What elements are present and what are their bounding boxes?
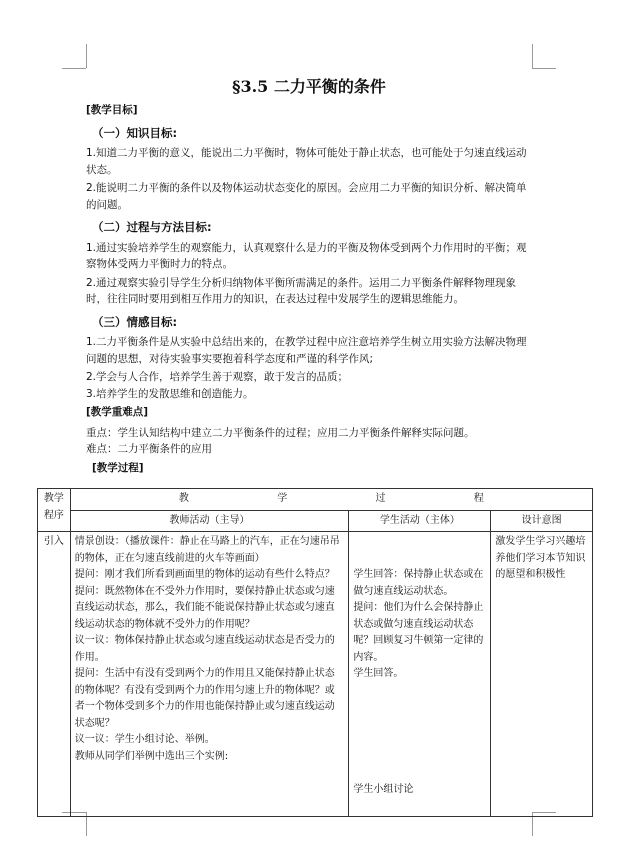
student-activity-header: 学生活动（主体） — [349, 510, 491, 532]
student-line: 学生回答。 — [353, 668, 404, 679]
design-intent-header: 设计意图 — [491, 510, 593, 532]
merged-header-char: 学 — [277, 493, 288, 504]
emotion-goal-3: 3.培养学生的发散思维和创造能力。 — [86, 387, 254, 400]
lesson-body — [86, 102, 534, 480]
process-goal-2: 2.通过观察实验引导学生分析归纳物体平衡所需满足的条件。运用二力平衡条件解释物理现象时，往往同时要用到相互作用力的知识，在表达过程中发展学生的逻辑思维能力。 — [86, 276, 517, 305]
teacher-line: 议一议：学生小组讨论、举例。 — [74, 734, 215, 745]
merged-header-char: 过 — [375, 493, 386, 504]
difficulty-heading: [教学重难点] — [86, 406, 149, 418]
emotion-goals-title: （三）情感目标: — [92, 314, 178, 329]
hard-point: 难点：二力平衡条件的应用 — [86, 443, 212, 455]
stage-header: 教学程序 — [38, 489, 71, 532]
stage-cell: 引入 — [38, 532, 71, 817]
knowledge-goals-title: （一）知识目标: — [92, 125, 178, 140]
teaching-process-table — [37, 488, 593, 817]
teacher-activity-header: 教师活动（主导） — [70, 510, 349, 532]
teacher-line: 情景创设：（播放课件：静止在马路上的汽车，正在匀速吊吊的物体，正在匀速直线前进的火车等画面） — [74, 536, 340, 564]
crop-mark-tr-h — [532, 68, 556, 69]
merged-header-char: 教 — [178, 493, 189, 504]
process-heading: [教学过程] — [92, 461, 144, 474]
goals-heading: [教学目标] — [86, 104, 138, 116]
knowledge-goal-2: 2.能说明二力平衡的条件以及物体运动状态变化的原因。会应用二力平衡的知识分析、解决简单的问题。 — [86, 182, 527, 211]
design-intent-cell: 激发学生学习兴趣培养他们学习本节知识的愿望和积极性 — [491, 532, 593, 817]
process-goals-title: （二）过程与方法目标: — [92, 220, 212, 234]
teacher-line: 提问：既然物体在不受外力作用时，要保持静止状态或匀速直线运动状态，那么，我们能不能说保持静止状态或匀速直线运动状态的物体就不受外力的作用呢？ — [74, 585, 335, 630]
student-line: 提问：他们为什么会保持静止状态或做匀速直线运动状态呢？回顾复习牛顿第一定律的内容。 — [353, 602, 484, 663]
teacher-line: 教师从同学们举例中选出三个实例: — [74, 750, 229, 762]
table-row — [38, 532, 593, 817]
process-merged-header — [70, 489, 592, 511]
student-line: 学生小组讨论 — [353, 783, 414, 795]
teacher-line: 议一议：物体保持静止状态或匀速直线运动状态是否受力的作用。 — [74, 635, 335, 663]
table-header-row — [38, 489, 593, 511]
table-subheader-row — [38, 510, 593, 532]
merged-header-char: 程 — [473, 493, 484, 504]
page-title: §3.5 二力平衡的条件 — [232, 77, 386, 96]
emotion-goal-2: 2.学会与人合作，培养学生善于观察，敢于发言的品质； — [86, 371, 349, 383]
student-activity-cell — [349, 532, 491, 817]
student-line: 学生回答：保持静止状态或在做匀速直线运动状态。 — [353, 569, 484, 597]
emotion-goal-1: 1.二力平衡条件是从实验中总结出来的，在教学过程中应注意培养学生树立用实验方法解决物理问题的思想，对待实验事实要抱着科学态度和严谨的科学作风; — [86, 336, 527, 365]
teacher-line: 提问：生活中有没有受到两个力的作用且又能保持静止状态的物体呢？有没有受到两个力的作用匀速上升的物体呢？或者一个物体受到多个力的作用也能保持静止或匀速直线运动状态呢？ — [74, 668, 335, 729]
key-point: 重点：学生认知结构中建立二力平衡条件的过程；应用二力平衡条件解释实际问题。 — [86, 426, 475, 439]
crop-mark-tl-h — [62, 68, 86, 69]
crop-mark-tr-v — [532, 44, 533, 68]
teacher-line: 提问：刚才我们所看到画面里的物体的运动有些什么特点？ — [74, 569, 335, 580]
knowledge-goal-1: 1.知道二力平衡的意义，能说出二力平衡时，物体可能处于静止状态，也可能处于匀速直线运动状态。 — [86, 147, 527, 176]
process-goal-1: 1.通过实验培养学生的观察能力，认真观察什么是力的平衡及物体受到两个力作用时的平衡；观察物体受两力平衡时力的特点。 — [86, 241, 527, 270]
teacher-activity-cell — [70, 532, 349, 817]
crop-mark-tl-v — [86, 44, 87, 68]
